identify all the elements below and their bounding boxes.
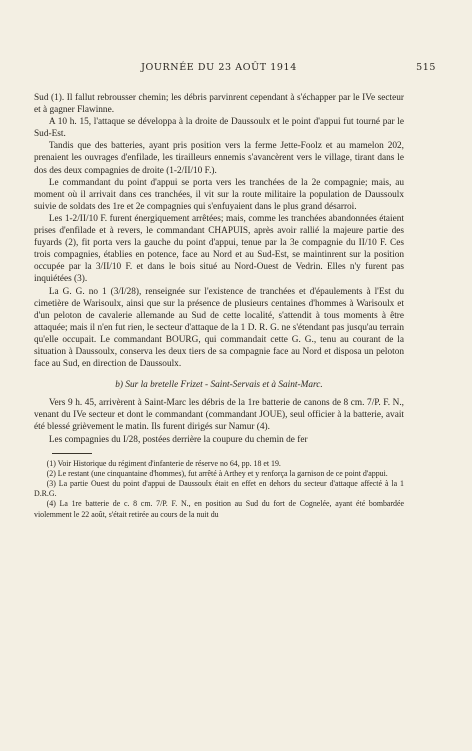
paragraph: Le commandant du point d'appui se porta vers les tranchées de la 2e compagnie; mais, au moment où il arrivait dans ces tranchées, il vit sur la route militaire la population de Daussoulx suivie de soldats des 1re et 2e compagnies qui s'enfuyaient dans le plus grand désarroi. xyxy=(34,177,404,212)
paragraph: Sud (1). Il fallut rebrousser chemin; les débris parvinrent cependant à s'échapper par le IVe secteur et à gagner Flawinne. xyxy=(34,93,404,116)
footnote: (2) Le restant (une cinquantaine d'hommes), fut arrêté à Arthey et y renforça la garnison de ce point d'appui. xyxy=(46,468,388,478)
footnote: (3) La partie Ouest du point d'appui de Daussoulx était en effet en dehors du secteur d'attaque affecté à la 1 D.R.G. xyxy=(34,479,404,499)
page-number: 515 xyxy=(416,62,436,73)
footnote: (4) La 1re batterie de c. 8 cm. 7/P. F. N., en position au Sud du fort de Cognelée, ayant été bombardée violemment le 22 août, s'était retirée au cours de la nuit du xyxy=(34,499,404,519)
footnote-divider xyxy=(52,453,92,454)
paragraph: Les compagnies du I/28, postées derrière la coupure du chemin de fer xyxy=(48,434,308,445)
paragraph: A 10 h. 15, l'attaque se développa à la droite de Daussoulx et le point d'appui fut tourné par le Sud-Est. xyxy=(34,117,404,140)
paragraph: La G. G. no 1 (3/I/28), renseignée sur l'existence de tranchées et d'épaulements à l'Est du cimetière de Warisoulx, ainsi que sur la présence de plusieurs centaines d'hommes à Warisoulx et d'un peloton de cavalerie allemande au Sud de cette localité, s'attendit à tous moments à être attaquée; mais il n'en fut rien, le secteur d'attaque de la 1 D. R. G. ne s'étendant pas jusqu'au terrain qu'elle occupait. Le commandant BOURG, qui commandait cette G. G., tenu au courant de la situation à Daussoulx, conserva les deux tiers de sa compagnie face au Nord et disposa un peloton face au Sud, en direction de Daussoulx. xyxy=(34,286,404,370)
footnote: (1) Voir Historique du régiment d'infanterie de réserve no 64, pp. 18 et 19. xyxy=(46,458,281,468)
footnotes xyxy=(34,459,404,520)
paragraph: Vers 9 h. 45, arrivèrent à Saint-Marc les débris de la 1re batterie de canons de 8 cm. 7/P. F. N., venant du IVe secteur et dont le commandant (commandant JOUE), seul officier à la batterie, avait été blessé grièvement le matin. Ils furent dirigés sur Namur (4). xyxy=(34,398,404,433)
paragraph: Les 1-2/II/10 F. furent énergiquement arrêtées; mais, comme les tranchées abandonnées étaient prises d'enfilade et à revers, le commandant CHAPUIS, après avoir rallié la majeure partie des fuyards (2), fit porta vers la gauche du point d'appui, tenue par la 3e compagnie du II/10 F. Ces trois compagnies, établies en potence, face au Nord et au Sud-Est, se maintinrent sur la position occupée par la 3/II/10 F. et dans le bois situé au Nord-Ouest de Vedrin. Elles n'y furent pas inquiétées (3). xyxy=(34,213,404,285)
paragraph: Tandis que des batteries, ayant pris position vers la ferme Jette-Foolz et au mamelon 202, prenaient les ouvrages d'enfilade, les tirailleurs ennemis s'avancèrent vers le village, tirant dans le dos des deux compagnies de droite (1-2/II/10 F.). xyxy=(34,141,404,176)
main-text xyxy=(34,92,404,520)
section-subheading: b) Sur la bretelle Frizet - Saint-Servais et à Saint-Marc. xyxy=(115,380,323,391)
running-title: JOURNÉE DU 23 AOÛT 1914 xyxy=(141,62,297,73)
